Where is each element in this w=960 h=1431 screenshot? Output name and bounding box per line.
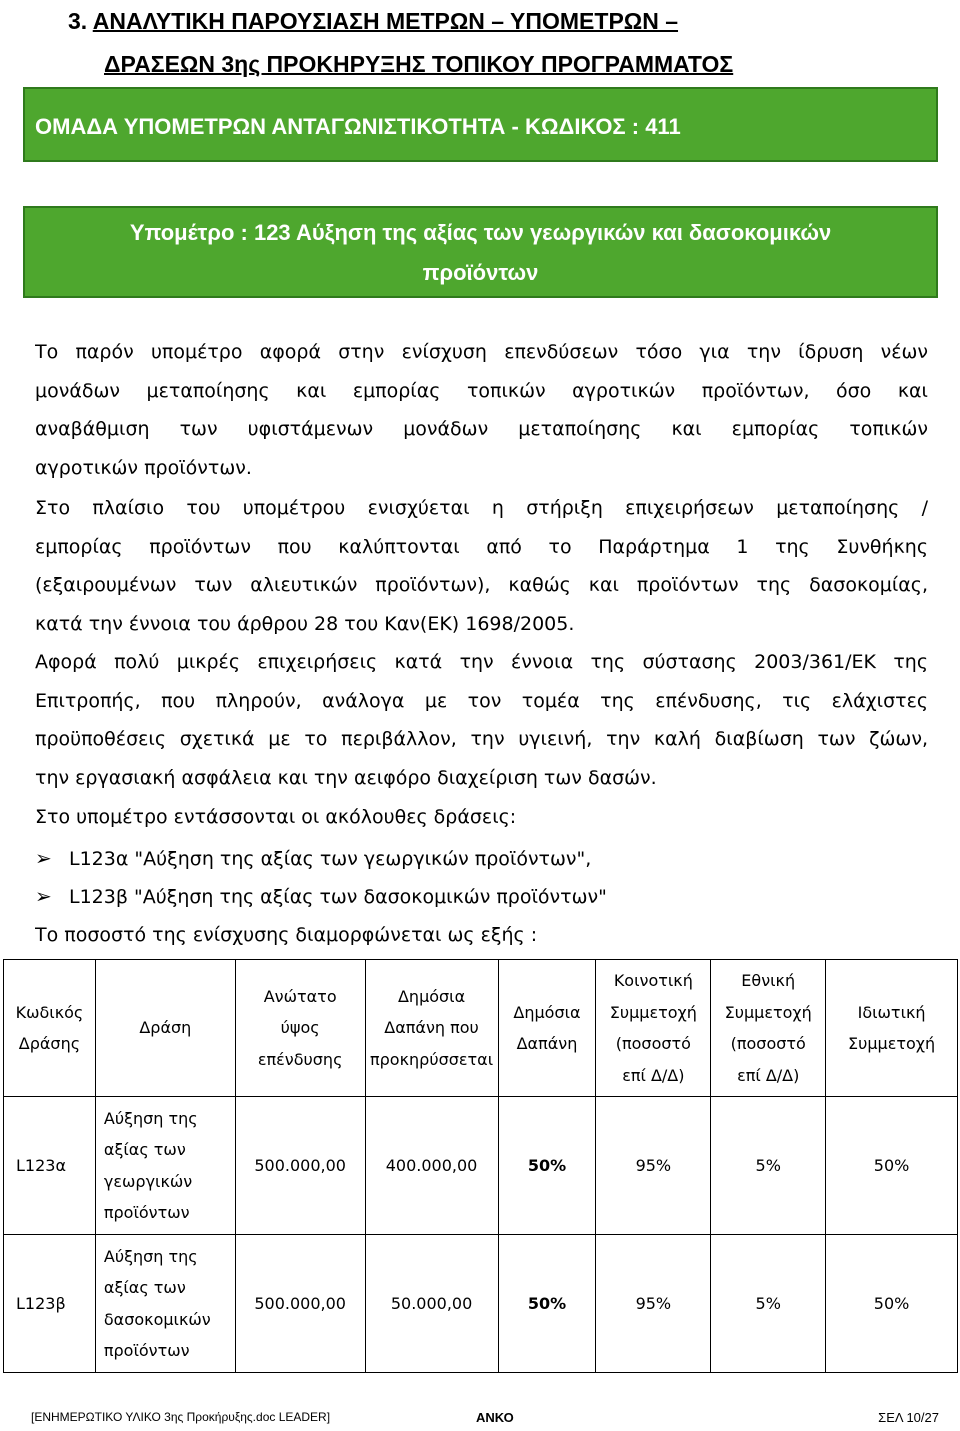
arrow-bullet-icon: ➢ xyxy=(35,884,52,908)
group-box: ΟΜΑΔΑ ΥΠΟΜΕΤΡΩΝ ΑΝΤΑΓΩΝΙΣΤΙΚΟΤΗΤΑ - ΚΩΔΙΚΟΣ : 411 xyxy=(23,87,938,162)
header-cell: Κοινοτική Συμμετοχή (ποσοστό επί Δ/Δ) xyxy=(596,960,711,1097)
national-cell: 5% xyxy=(711,1097,826,1235)
table-row xyxy=(4,1235,958,1373)
footer-organization: ΑΝΚΟ xyxy=(476,1410,514,1425)
rate-intro xyxy=(35,916,928,955)
funding-table xyxy=(3,959,958,1373)
bullet-item xyxy=(35,877,607,916)
max-investment-cell: 500.000,00 xyxy=(235,1097,365,1235)
header-cell: Ιδιωτική Συμμετοχή xyxy=(826,960,958,1097)
paragraph-line: μονάδων μεταποίησης και εμπορίας τοπικών αγροτικών προϊόντων, όσο και xyxy=(35,379,928,402)
community-cell: 95% xyxy=(596,1235,711,1373)
footer-page-number: ΣΕΛ 10/27 xyxy=(878,1410,939,1425)
heading-number: 3. xyxy=(68,8,88,34)
max-investment-cell: 500.000,00 xyxy=(235,1235,365,1373)
header-cell: Δημόσια Δαπάνη xyxy=(498,960,596,1097)
submeasure-line-2: προϊόντων xyxy=(422,260,539,285)
paragraph-line: Επιτροπής, που πληρούν, ανάλογα με τον τομέα της επένδυσης, τις ελάχιστες xyxy=(35,689,928,712)
public-spending-cell: 50% xyxy=(498,1097,596,1235)
table-header-row xyxy=(4,960,958,1097)
header-cell: Κωδικός Δράσης xyxy=(4,960,96,1097)
code-cell: L123β xyxy=(4,1235,96,1373)
public-announced-cell: 50.000,00 xyxy=(365,1235,498,1373)
public-announced-cell: 400.000,00 xyxy=(365,1097,498,1235)
heading-line-2: ΔΡΑΣΕΩΝ 3ης ΠΡΟΚΗΡΥΞΗΣ ΤΟΠΙΚΟΥ ΠΡΟΓΡΑΜΜΑΤΟΣ xyxy=(104,51,734,77)
national-cell: 5% xyxy=(711,1235,826,1373)
action-cell: Αύξηση της αξίας των δασοκομικών προϊόντων xyxy=(95,1235,235,1373)
paragraph-1 xyxy=(35,333,928,487)
paragraph-line: Το παρόν υπομέτρο αφορά στην ενίσχυση επενδύσεων τόσο για την ίδρυση νέων xyxy=(35,341,928,363)
paragraph-line: Αφορά πολύ μικρές επιχειρήσεις κατά την έννοια της σύστασης 2003/361/ΕΚ της xyxy=(35,651,928,673)
table-row xyxy=(4,1097,958,1235)
paragraph-line: αναβάθμιση των υφιστάμενων μονάδων μεταποίησης και εμπορίας τοπικών xyxy=(35,418,928,440)
submeasure-box xyxy=(23,206,938,298)
heading-line-1: ΑΝΑΛΥΤΙΚΗ ΠΑΡΟΥΣΙΑΣΗ ΜΕΤΡΩΝ – ΥΠΟΜΕΤΡΩΝ – xyxy=(92,8,679,34)
actions-intro xyxy=(35,798,928,837)
paragraph-line: εμπορίας προϊόντων που καλύπτονται από το Παράρτημα 1 της Συνθήκης xyxy=(35,535,928,558)
public-spending-cell: 50% xyxy=(498,1235,596,1373)
private-cell: 50% xyxy=(826,1097,958,1235)
code-cell: L123α xyxy=(4,1097,96,1235)
bullet-text: L123β "Αύξηση της αξίας των δασοκομικών προϊόντων" xyxy=(69,886,607,908)
paragraph-3 xyxy=(35,643,928,797)
header-cell: Δημόσια Δαπάνη που προκηρύσσεται xyxy=(365,960,498,1097)
rate-intro-text: Το ποσοστό της ενίσχυσης διαμορφώνεται ως εξής : xyxy=(35,924,538,946)
bullet-item xyxy=(35,839,591,878)
paragraph-line: (εξαιρουμένων των αλιευτικών προϊόντων), καθώς και προϊόντων της δασοκομίας, xyxy=(35,574,928,596)
private-cell: 50% xyxy=(826,1235,958,1373)
arrow-bullet-icon: ➢ xyxy=(35,846,52,870)
header-cell: Δράση xyxy=(95,960,235,1097)
section-heading xyxy=(68,0,948,86)
bullet-text: L123α "Αύξηση της αξίας των γεωργικών προϊόντων", xyxy=(69,848,592,870)
paragraph-line: κατά την έννοια του άρθρου 28 του Καν(ΕΚ) 1698/2005. xyxy=(35,612,575,635)
header-cell: Ανώτατο ύψος επένδυσης xyxy=(235,960,365,1097)
action-cell: Αύξηση της αξίας των γεωργικών προϊόντων xyxy=(95,1097,235,1235)
paragraph-line: αγροτικών προϊόντων. xyxy=(35,456,252,479)
paragraph-line: την εργασιακή ασφάλεια και την αειφόρο διαχείριση των δασών. xyxy=(35,766,657,789)
footer-document: [ΕΝΗΜΕΡΩΤΙΚΟ ΥΛΙΚΟ 3ης Προκήρυξης.doc LEADER] xyxy=(31,1410,331,1424)
paragraph-line: προϋποθέσεις σχετικά με το περιβάλλον, την υγιεινή, την καλή διαβίωση των ζώων, xyxy=(35,728,928,750)
paragraph-2 xyxy=(35,489,928,643)
header-cell: Εθνική Συμμετοχή (ποσοστό επί Δ/Δ) xyxy=(711,960,826,1097)
community-cell: 95% xyxy=(596,1097,711,1235)
submeasure-line-1: Υπομέτρο : 123 Αύξηση της αξίας των γεωργικών και δασοκομικών xyxy=(129,220,832,245)
actions-intro-text: Στο υπομέτρο εντάσσονται οι ακόλουθες δράσεις: xyxy=(35,806,517,828)
paragraph-line: Στο πλαίσιο του υπομέτρου ενισχύεται η στήριξη επιχειρήσεων μεταποίησης / xyxy=(35,497,928,519)
